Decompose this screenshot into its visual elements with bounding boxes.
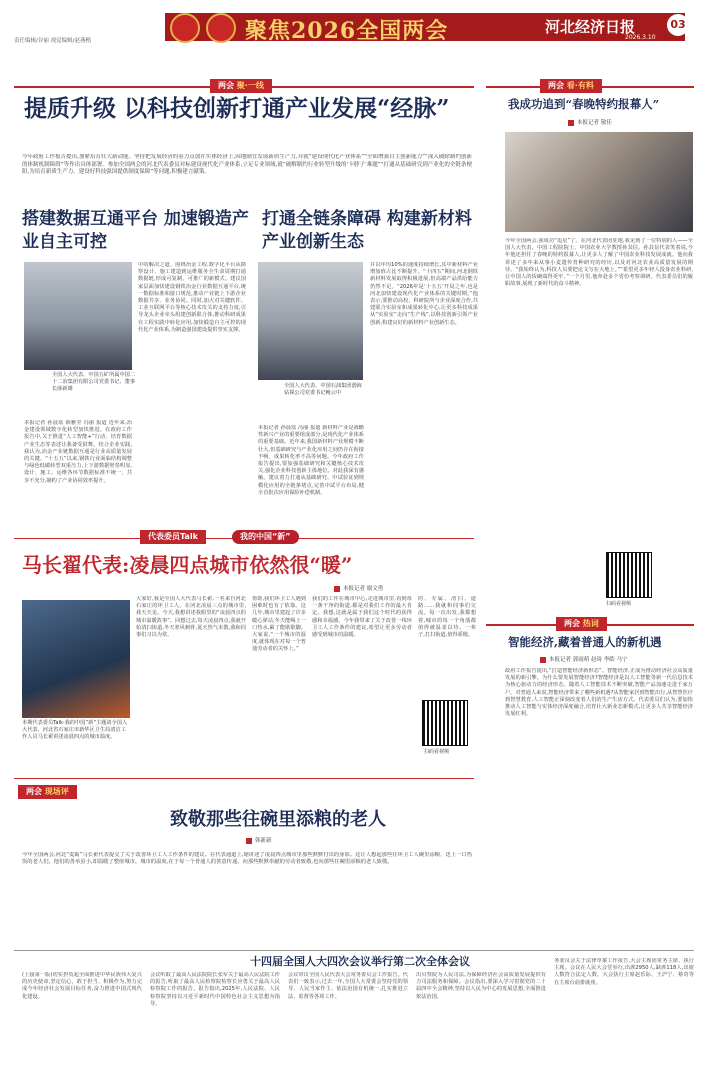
scene-byline-icon	[246, 838, 252, 844]
talk-byline-text: 本报记者 谢文勇	[343, 586, 384, 592]
right-body: 今年全国两会,我成功“追星”了。在河北代表团驻地,我见到了一位特别的人——全国人大代表、中国工程院院士、中国农业大学教授孙其信。孙其信代表笑着说,今年他还担任了春晚的特约报幕人,让更多人了解了中国农业科技发展成就。他向我讲述了多年来从事小麦遗传育种研究的经历,以及对河北农业高质量发展的期待。“我始终认为,科技人员要把论文写在大地上。”“希望更多年轻人投身农业科研,让中国人的饭碗端得更牢。”一个月里,他奔赴多个省份考察调研。代表委员们的履职故事,展现了新时代的奋斗精神。	[505, 238, 693, 288]
scene-tag-a: 两会	[26, 787, 42, 796]
bottom-col1: (上接第一版)切实担负起全面推进中华民族伟大复兴的历史使命,坚定信心、敢于担当、积极作为,努力完成今年经济社会发展目标任务,奋力推进中国式现代化建设。	[22, 972, 142, 1000]
banner-title: 聚焦2026全国两会	[245, 18, 449, 44]
right-byline-icon	[568, 120, 574, 126]
bottom-rule	[14, 950, 694, 951]
right-col1: 本报记者 孙晨瑶 冯丽 报道 新材料产业是战略性新兴产业的重要组成部分,是现代化产业体系的重要基础。近年来,我国新材料产业规模不断壮大,但基础研究与产业化应用之间仍存在衔接不畅、成果转化率不高等问题。今年政府工作报告提出,要加强基础研究和关键核心技术攻关,强化企业科技创新主体地位。对此我深有感触。建议着力打通从基础研究、中试验证到规模化应用的全链条堵点,完善中试平台布局,健全首批次应用保险补偿机制。	[258, 425, 364, 496]
scene-byline	[246, 836, 272, 844]
delegate-photo-xue	[24, 262, 132, 370]
talk-qr-code[interactable]	[422, 700, 468, 746]
right-col2: 并以年均10%的速度持续增长,其中新材料产业增加值占比不断提升。“十四五”期间,河北钢铁新材料发展取得积极进展,但高端产品供给能力仍然不足。“2026年是‘十五五’开局之年,也是河北加快建设现代化产业体系的关键时期。”他表示,要推动高校、科研院所与企业深度合作,共建联合实验室和成果转化中心,让更多科技成果从“实验室”走向“生产线”,以科技创新引领产业创新,构建良好的新材料产业创新生态。	[370, 262, 478, 326]
scene-rule	[14, 778, 474, 779]
page-number: 03	[667, 14, 689, 36]
left-photo-caption: 全国人大代表、中国五矿所属中国二十二冶集团有限公司党委书记、董事长薛新雄	[52, 372, 136, 392]
right-photo-caption: 全国人大代表、中国石油集团渤海钻探公司党委书记鲍云中	[284, 383, 362, 396]
national-emblem-icon	[170, 13, 200, 43]
talk-qr-label: 扫码看视频	[424, 749, 450, 755]
bottom-col3: 会议审议全国人民代表大会常务委员会工作报告。代表们一致表示,过去一年,全国人大常委会坚持党的领导、人民当家作主、依法治国有机统一,扎实推进立法、监督等各项工作。	[288, 972, 408, 1000]
scene-byline-text: 韩新新	[255, 838, 272, 844]
right-tag-a: 两会	[548, 81, 564, 90]
scene-body: 今年全国两会,河北“麦霸”马长翟代表提交了关于改善环卫工人工作条件的建议。在代表通道上,她讲述了凌晨四点城市里那些默默付出的身影。这让人想起那些往环卫工人碗里添粮、送上一口热饭的老人们。他们的善举虽小,却温暖了整座城市。城市的温度,在于每一个普通人的善意传递。向那些默默奉献的劳动者致敬,也向那些往碗里添粮的老人致敬。	[22, 852, 472, 866]
talk-col4: 的、专属、清扫、道路……我就和同事们交流。每一次出发,我都想着,城市的每一个角落都值得被温柔以待。一辈子,打扫街道,值得骄傲。	[418, 596, 476, 639]
hot-headline: 智能经济,藏着普通人的新机遇	[508, 635, 662, 649]
hot-tag-b: 热词	[582, 619, 599, 628]
delegate-photo-bao	[258, 262, 363, 380]
bottom-col2: 会议听取了最高人民法院院长张军关于最高人民法院工作的报告,听取了最高人民检察院检察长应勇关于最高人民检察院工作的报告。报告指出,2025年,人民法院、人民检察院坚持以习近平新时代中国特色社会主义思想为指导。	[150, 972, 280, 1007]
scene-headline: 致敬那些往碗里添粮的老人	[170, 809, 386, 830]
section-tag-b: 聚·一线	[236, 81, 264, 90]
right-qr-code[interactable]	[606, 552, 652, 598]
page-header	[0, 0, 708, 48]
right-headline: 我成功追到“春晚特约报幕人”	[508, 97, 660, 111]
right-qr-label: 扫码看视频	[606, 601, 632, 607]
talk-col2: 帮助,我们环卫工人遇到困难时也有了依靠。这几年,城市里建起了许多暖心驿站,冬天能喝上一口热水,累了能歇歇脚。大家说,“一个城市的温度,就体现在对每一个普通劳动者的关怀上。”	[252, 596, 306, 653]
right-byline	[568, 118, 612, 126]
section-tag-lead	[210, 79, 272, 93]
editor-credits: 责任编辑/谷丽 视觉编辑/赵燕楷	[14, 38, 91, 44]
left-col2: 中的解决之道。围绕冶金工程,数字化平台从勘察设计、施工建造到运维服务全生命周期打通数据链,形成可复制、可推广的新模式。建议国家层面加快建设钢铁冶金行业数据互通平台,统一数据标准和接口规范,推动产业链上下游企业数据共享、业务协同。同时,加大对关键软件、工业互联网平台等核心技术攻关的支持力度,引导龙头企业牵头组建创新联合体,推动科研成果在工程实践中转化应用,加快锻造自主可控的现代化产业体系,为制造强国建设提供坚实支撑。	[138, 262, 246, 333]
cppcc-emblem-icon	[206, 13, 236, 43]
hot-tag-a: 两会	[564, 619, 580, 628]
right-photo	[505, 132, 693, 232]
issue-date: 2026.3.10	[625, 34, 656, 41]
talk-col1: 大家好,我是全国人大代表马长翟,一名来自河北石家庄的环卫工人。在河北凌晨三点的城市里,我天天见。今天,我想讲述我眼里的“凌晨四点的城市温暖故事”。回想过去,每天凌晨四点,我就开始清扫街道,冬天寒风刺骨,夏天热气未散,我和同事们习以为常。	[136, 596, 246, 639]
bottom-col5: 务委员会关于法律草案工作报告,大会主席团常务主席、执行主席。会议在人民大会堂举行,出席2950人,缺席118人,出席人数符合法定人数。大会执行主席赵乐际、王沪宁、蔡奇等在主席台前排就座。	[554, 958, 694, 986]
hot-byline-icon	[540, 657, 546, 663]
talk-headline: 马长翟代表:凌晨四点城市依然很“暖”	[22, 553, 353, 577]
right-tag	[540, 79, 602, 93]
talk-byline	[334, 584, 383, 592]
hot-body: 政府工作报告提出,“打造智能经济新形态”。智能经济,正成为推动经济社会高质量发展的新引擎。为什么要发展智能经济?智能经济是以人工智能等新一代信息技术为核心驱动力的经济形态。随着人工智能技术不断突破,智能产品加速走进千家万户。对普通人来说,智能经济带来了哪些新机遇?从智能家居到智能出行,从智慧医疗到智慧教育,人工智能正深刻改变着人们的生产生活方式。代表委员们认为,要加快推动人工智能与实体经济深度融合,培育壮大新业态新模式,让更多人共享智能经济发展红利。	[505, 668, 693, 718]
talk-photo	[22, 600, 130, 718]
lead-intro: 今年政府工作报告提出,加紧培育壮大新动能。坚持把发展经济的着力点放在实体经济上,因地制宜发展新质生产力,并就“建设现代化产业体系”“全面增强自主创新能力”“深入破除制约创新的体制机制障碍”等作出具体部署。参加全国两会的河北代表委员对标建设现代化产业体系,立足专业领域,就“破解制约行业转型升级的‘卡脖子’难题”“打通从基础研究到产业化的全链条梗阻,为培育新质生产力、建设好科技强国提供制度保障”等问题,积极建言献策。	[22, 154, 472, 175]
hot-tag	[556, 617, 607, 631]
bottom-col4: 出贝察院为人民司法,为保障经济社会高质量发展提供有力司法服务和保障。会议指出,要深入学习贯彻党的二十届四中全会精神,坚持以人民为中心的发展思想,全面推进依法治国。	[416, 972, 546, 1000]
scene-tag-b: 现场评	[44, 787, 69, 796]
newspaper-name: 河北经济日报	[545, 18, 636, 36]
right-tag-b: 看·有料	[566, 81, 594, 90]
byline-icon	[334, 586, 340, 592]
left-col1: 本报记者 孙晨瑶 薛雅莹 冯丽 报道 近年来,冶金建设领域数字化转型加快推进。在政府工作报告中,关于推进“人工智能+”行动、培育数据产业生态等表述让我备受鼓舞。结合企业实践,我认为,冶金产业链数据互通是行业高质量发展的关键。“十五五”以来,钢铁行业面临结构调整与绿色低碳转型双重压力,上下游数据壁垒明显,设计、施工、运维各环节数据标准不统一、共享不充分,制约了产业协同效率提升。	[24, 420, 132, 484]
right-subheadline: 打通全链条障碍 构建新材料产业创新生态	[262, 209, 472, 252]
talk-caption: 本期代表委员Talk·我的中国“新”主题请全国人大代表、河北省石家庄市新华区卫生局清洁工作人员马长翟讲述凌晨四点的城市温度。	[22, 720, 128, 740]
hot-byline-text: 本报记者 郭雨萌 赵琦 李皓 马宁	[549, 657, 628, 663]
talk-tag-2: 我的中国“新”	[232, 530, 299, 544]
left-subheadline: 搭建数据互通平台 加速锻造产业自主可控	[22, 209, 249, 252]
lead-headline: 提质升级 以科技创新打通产业发展“经脉”	[24, 95, 450, 122]
section-tag-a: 两会	[218, 81, 234, 90]
scene-tag	[18, 785, 77, 799]
talk-tag: 代表委员Talk	[140, 530, 206, 544]
bottom-headline: 十四届全国人大四次会议举行第二次全体会议	[250, 955, 470, 968]
right-byline-text: 本报记者 敬佳	[577, 120, 612, 126]
talk-col3: 我们的工作在城市中心,走进城市里,看到每一条干净的街道,都是对我们工作的最大肯定。我想,这就是属于我们这个时代的获得感和幸福感。今年我带来了关于改善一线环卫工人工作条件的建议,希望让更多劳动者感受到城市的温暖。	[312, 596, 412, 639]
hot-byline	[540, 655, 628, 663]
